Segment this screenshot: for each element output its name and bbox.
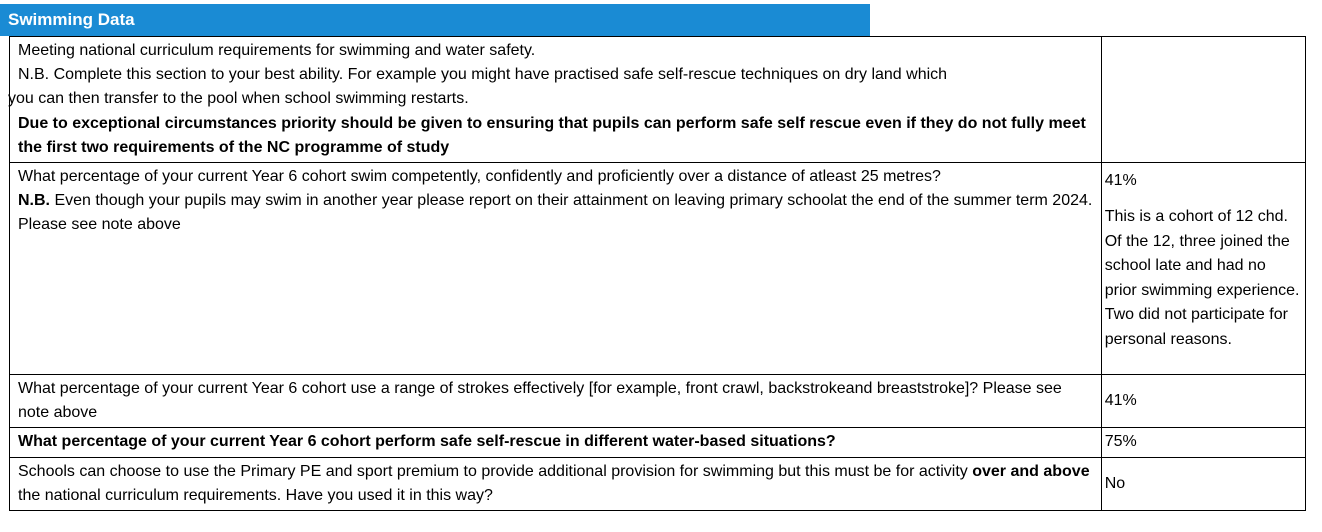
question-cell: Schools can choose to use the Primary PE and sport premium to provide additional provision for swimming but this must be for activity over and above the national curriculum requirements. Have you used it in this way?	[10, 457, 1102, 510]
answer-note: This is a cohort of 12 chd. Of the 12, three joined the school late and had no prior swimming experience. Two did not participate for personal reasons.	[1104, 208, 1300, 348]
nb-label: N.B.	[18, 192, 50, 210]
requirements-cell	[10, 37, 1102, 163]
question-cell: What percentage of your current Year 6 cohort perform safe self-rescue in different water-based situations?	[10, 428, 1102, 457]
requirements-heading: Meeting national curriculum requirements for swimming and water safety.	[18, 42, 536, 59]
table-row	[10, 375, 1306, 428]
nb-text: Even though your pupils may swim in another year please report on their attainment on leaving primary schoolat the end of the summer term 2024. Please see note above	[18, 192, 1093, 234]
table-row	[10, 428, 1306, 457]
answer-cell[interactable]	[1101, 37, 1305, 163]
question-text: What percentage of your current Year 6 cohort swim competently, confidently and proficiently over a distance of atleast 25 metres?	[18, 168, 941, 186]
question-cell: What percentage of your current Year 6 cohort use a range of strokes effectively [for example, front crawl, backstrokeand breaststroke]? Please see note above	[10, 375, 1102, 428]
priority-notice: Due to exceptional circumstances priority should be given to ensuring that pupils can perform safe self rescue even if they do not fully meet the first two requirements of the NC programme of study	[18, 114, 1086, 156]
answer-value: 41%	[1104, 172, 1137, 190]
requirements-note: N.B. Complete this section to your best ability. For example you might have practised safe self-rescue techniques on dry land which you can then transfer to the pool when school swimming restarts.	[8, 66, 948, 108]
answer-cell[interactable]	[1101, 163, 1305, 375]
section-title: Swimming Data	[8, 10, 135, 29]
question-cell	[10, 163, 1102, 375]
emphasis-text: over and above	[972, 462, 1090, 480]
table-row	[10, 37, 1306, 163]
question-note	[18, 189, 1095, 237]
table-row	[10, 163, 1306, 375]
answer-cell[interactable]: 41%	[1101, 375, 1305, 428]
swimming-data-table	[9, 36, 1306, 511]
table-row	[10, 457, 1306, 510]
answer-cell[interactable]: No	[1101, 457, 1305, 510]
answer-cell[interactable]: 75%	[1101, 428, 1305, 457]
